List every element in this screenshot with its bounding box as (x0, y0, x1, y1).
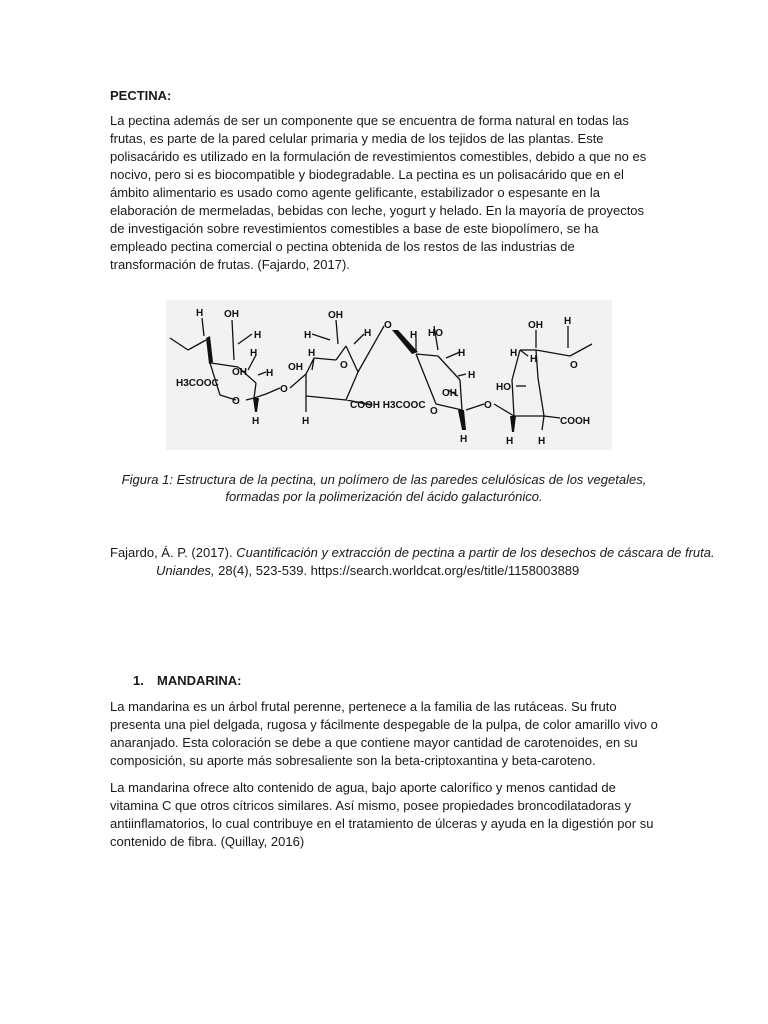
atom-h: H (304, 330, 312, 341)
reference-entry (110, 544, 716, 580)
atom-oh: OH (224, 309, 239, 320)
group-cooh-h3cooc: COOH H3COOC (350, 400, 426, 411)
atom-o: O (232, 396, 240, 407)
reference-authors: Fajardo, Á. P. (2017). (110, 545, 233, 560)
atom-h: H (458, 348, 466, 359)
atom-h: H (564, 316, 572, 327)
section-heading-mandarina (133, 673, 242, 688)
atom-h: H (196, 308, 204, 319)
reference-details: 28(4), 523-539. https://search.worldcat.org/es/title/1158003889 (218, 563, 580, 578)
pectin-molecule-diagram (166, 300, 612, 450)
figure-caption: Figura 1: Estructura de la pectina, un polímero de las paredes celulósicas de los vegetales, formadas por la polimerización del ácido galacturónico. (121, 472, 647, 504)
pectina-paragraph: La pectina además de ser un componente que se encuentra de forma natural en todas las frutas, es parte de la pared celular primaria y media de los tejidos de las plantas. Este polisacárido es utilizado en la formulación de revestimientos comestibles, debido a que no es nocivo, pero si es biocompatible y biodegradable. La pectina es un polisacárido que en el ámbito alimentario es usado como agente gelificante, estabilizador o espesante en la elaboración de mermeladas, bebidas con leche, yogurt y helado. En la mayoría de proyectos de investigación sobre revestimientos comestibles a base de este biopolímero, se ha empleado pectina comercial o pectina obtenida de los restos de las industrias de transformación de frutas. (Fajardo, 2017). (110, 113, 647, 272)
ring-1 (170, 308, 288, 427)
atom-h: H (506, 436, 514, 447)
atom-oh: OH (442, 388, 457, 399)
atom-h: H (460, 434, 468, 445)
section-number: 1. (133, 673, 144, 688)
atom-o: O (280, 384, 288, 395)
atom-h: H (266, 368, 274, 379)
ring-3 (392, 326, 492, 445)
atom-o: O (570, 360, 578, 371)
section-title: MANDARINA: (157, 673, 242, 688)
atom-oh: OH (232, 367, 247, 378)
atom-h: H (468, 370, 476, 381)
ring-4 (494, 316, 592, 447)
atom-oh: OH (328, 310, 343, 321)
atom-o: O (340, 360, 348, 371)
atom-h: H (252, 416, 260, 427)
group-h3cooc: H3COOC (176, 378, 219, 389)
group-cooh: COOH (560, 416, 590, 427)
atom-oh: OH (528, 320, 543, 331)
atom-h: H (308, 348, 316, 359)
atom-o: O (484, 400, 492, 411)
atom-h: H (302, 416, 310, 427)
atom-h: H (410, 330, 418, 341)
atom-o: O (384, 320, 392, 331)
atom-h: H (364, 328, 372, 339)
atom-h: H (510, 348, 518, 359)
pectin-structure-figure (166, 300, 612, 450)
mandarina-paragraph-1: La mandarina es un árbol frutal perenne, pertenece a la familia de las rutáceas. Su fruto presenta una piel delgada, rugosa y fácilmente despegable de la pulpa, de color amarillo vivo o anaranjado. Esta coloración se debe a que contiene mayor cantidad de carotenoides, en su composición, su aporte más sobresaliente son la beta-criptoxantina y beta-caroteno. (110, 699, 658, 768)
atom-o: O (430, 406, 438, 417)
atom-oh: OH (288, 362, 303, 373)
atom-ho: HO (496, 382, 511, 393)
atom-ho: HO (428, 328, 443, 339)
ring-2 (288, 310, 426, 427)
atom-h: H (538, 436, 546, 447)
atom-h: H (530, 354, 538, 365)
section-heading-pectina: PECTINA: (110, 88, 172, 103)
reference-title: Cuantificación y extracción de pectina a partir de los desechos de cáscara de fruta. Uniandes, (156, 545, 715, 578)
atom-h: H (254, 330, 262, 341)
mandarina-paragraph-2: La mandarina ofrece alto contenido de agua, bajo aporte calorífico y menos cantidad de vitamina C que otros cítricos similares. Así mismo, posee propiedades broncodilatadoras y antiinflamatorios, lo cual contribuye en el tratamiento de úlceras y ayuda en la digestión por su contenido de fibra. (Quillay, 2016) (110, 780, 654, 849)
atom-h: H (250, 348, 258, 359)
